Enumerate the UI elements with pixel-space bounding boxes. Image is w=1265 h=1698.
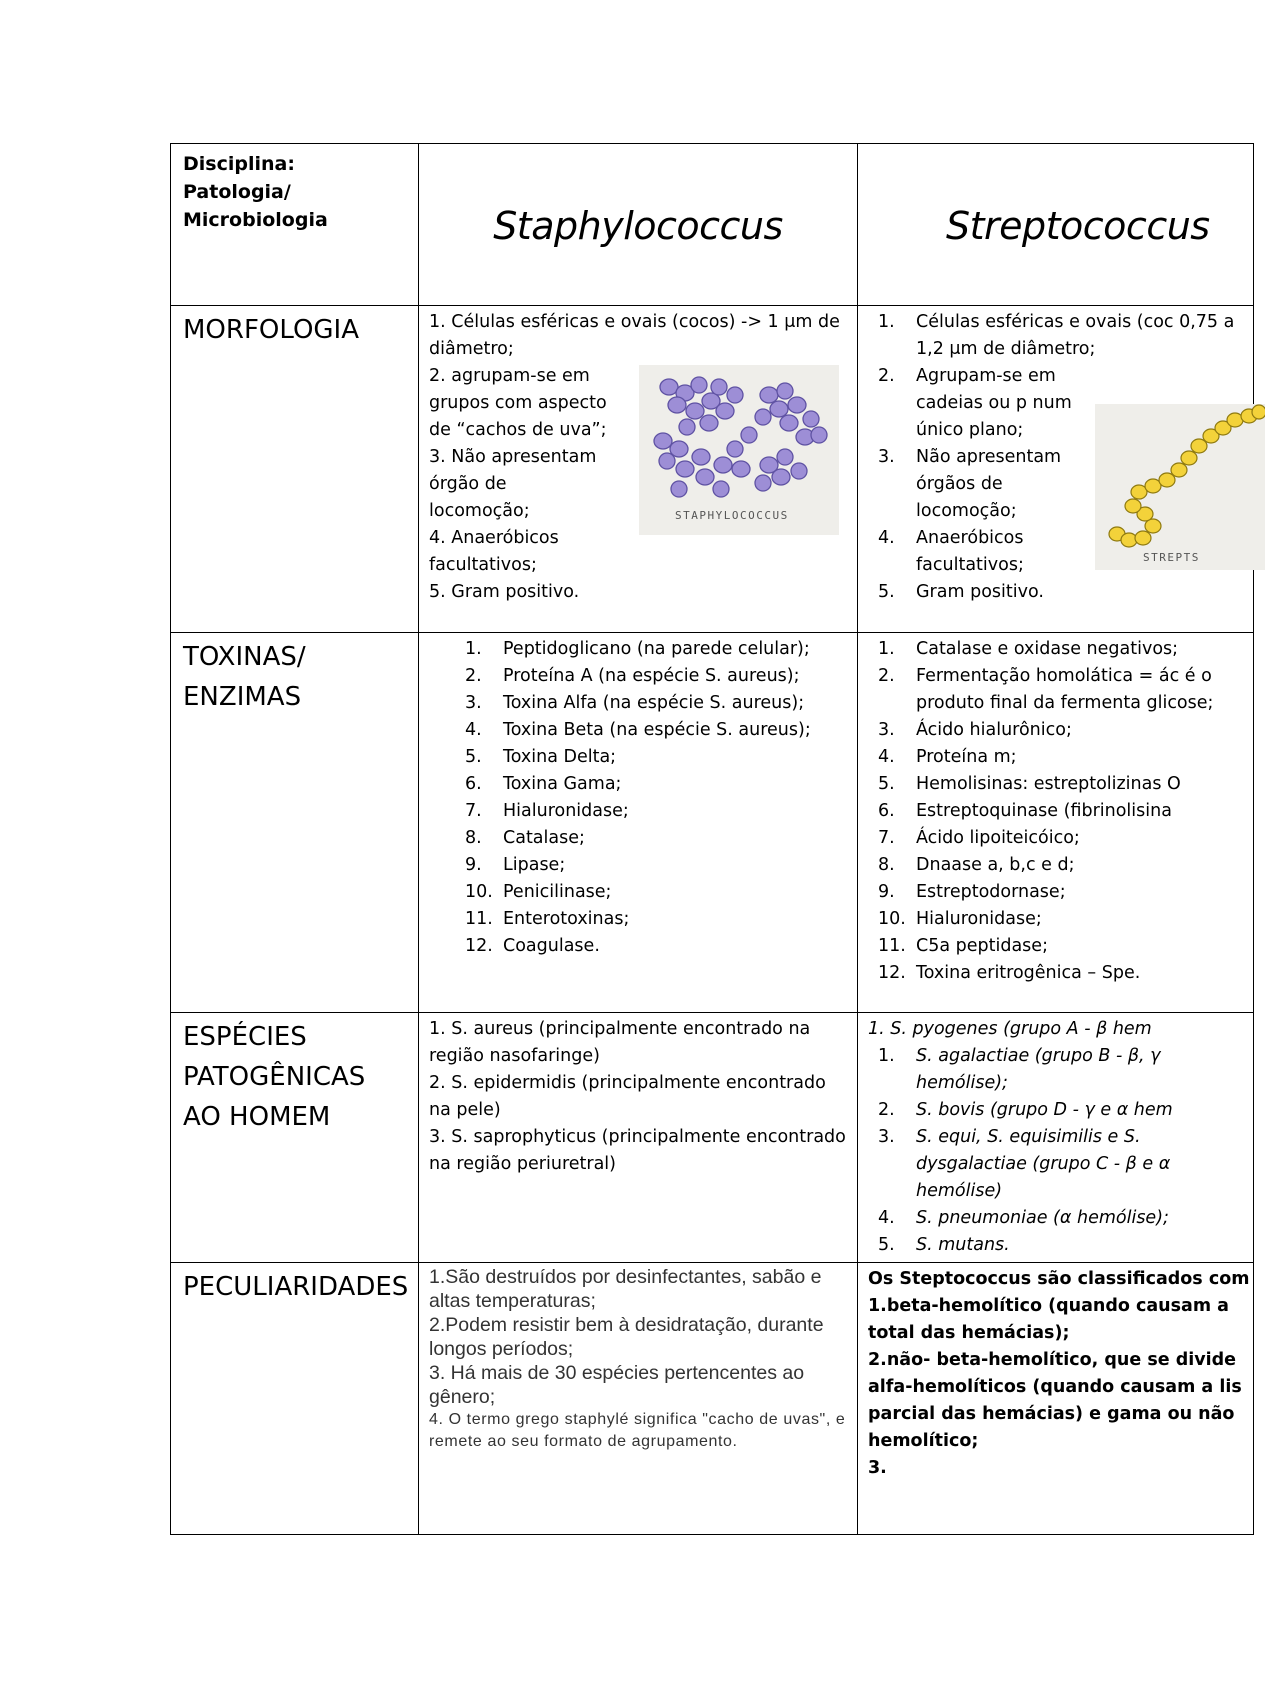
strep-morfologia-cell [858,306,1254,633]
cocci-chain-icon [1095,404,1265,570]
list-item: 10. Penicilinase; [465,882,612,902]
list-item: 10. Hialuronidase; [878,909,1042,929]
list-item: 9. Estreptodornase; [878,882,1066,902]
peculiarity-item: 1.São destruídos por desinfectantes, sabão e altas temperaturas; [429,1266,822,1312]
list-item: 1. Catalase e oxidase negativos; [878,639,1179,659]
species-item: 1. S. pyogenes (grupo A - β hem [868,1019,1152,1039]
list-item: 2. Proteína A (na espécie S. aureus); [465,666,800,686]
staph-morf-item: 4. Anaeróbicos facultativos; [429,528,559,575]
peculiarity-item: 2.Podem resistir bem à desidratação, durante longos períodos; [429,1314,824,1360]
list-item: 3. Ácido hialurônico; [878,720,1072,740]
list-item: 5. Hemolisinas: estreptolizinas O [878,774,1181,794]
list-item: 1. Células esféricas e ovais (coc 0,75 a 1,2 μm de diâmetro; [878,312,1235,359]
species-item: 1. S. aureus (principalmente encontrado na região nasofaringe) [429,1019,811,1066]
row-title: MORFOLOGIA [183,315,360,345]
peculiarity-item: 3. Há mais de 30 espécies pertencentes ao gênero; [429,1362,805,1408]
staph-morf-item: 2. agrupam-se em grupos com aspecto de “cachos de uva”; [429,366,607,440]
row-title: TOXINAS/ ENZIMAS [183,642,306,712]
staph-morf-item: 1. Células esféricas e ovais (cocos) -> 1 μm de diâmetro; [429,312,840,359]
peculiarity-line: Os Steptococcus são classificados com [868,1269,1250,1289]
staphylococcus-image-caption: STAPHYLOCOCCUS [675,509,789,522]
header-row [171,144,1254,306]
list-item: 3. S. equi, S. equisimilis e S. dysgalactiae (grupo C - β e α hemólise) [878,1127,1171,1201]
peculiarity-line: 1.beta-hemolítico (quando causam a [868,1296,1229,1316]
list-item: 8. Catalase; [465,828,585,848]
list-item: 7. Ácido lipoiteicóico; [878,828,1080,848]
list-item: 11. C5a peptidase; [878,936,1048,956]
row-title: PECULIARIDADES [183,1272,409,1302]
row-especies [171,1013,1254,1263]
list-item: 5. Toxina Delta; [465,747,617,767]
row-title-cell [171,306,419,633]
list-item: 9. Lipase; [465,855,566,875]
peculiarity-line: total das hemácias); [868,1323,1070,1343]
list-item: 1. S. agalactiae (grupo B - β, γ hemólise); [878,1046,1161,1093]
list-item: 6. Estreptoquinase (fibrinolisina [878,801,1172,821]
staph-morfologia-cell [419,306,858,633]
staphylococcus-illustration [639,365,839,535]
list-item: 5. S. mutans. [878,1235,1010,1255]
list-item: 2. Agrupam-se em cadeias ou p num único plano; [878,366,1072,440]
list-item: 11. Enterotoxinas; [465,909,630,929]
list-item: 4. Proteína m; [878,747,1017,767]
strep-species-list [868,1043,1243,1259]
list-item: 4. S. pneumoniae (α hemólise); [878,1208,1169,1228]
row-title-cell [171,1263,419,1535]
comparison-table [170,143,1254,1535]
strep-toxinas-list [868,636,1243,987]
list-item: 6. Toxina Gama; [465,774,622,794]
peculiarity-line: hemolítico; [868,1431,979,1451]
list-item: 12. Coagulase. [465,936,600,956]
list-item: 5. Gram positivo. [878,582,1044,602]
list-item: 4. Toxina Beta (na espécie S. aureus); [465,720,811,740]
genus-b-title: Streptococcus [946,204,1210,248]
list-item: 3. Não apresentam órgãos de locomoção; [878,447,1062,521]
streptococcus-illustration [1095,404,1265,570]
genus-a-title: Staphylococcus [493,204,783,248]
peculiarity-line: 3. [868,1458,887,1478]
peculiarity-line: alfa-hemolíticos (quando causam a lis [868,1377,1242,1397]
staph-peculiaridades-cell [419,1263,858,1535]
species-item: 3. S. saprophyticus (principalmente encontrado na região periuretral) [429,1127,846,1174]
staph-toxinas-cell [419,633,858,1013]
list-item: 8. Dnaase a, b,c e d; [878,855,1075,875]
list-item: 2. S. bovis (grupo D - γ e α hem [878,1100,1173,1120]
strep-especies-cell [858,1013,1254,1263]
strep-toxinas-cell [858,633,1254,1013]
peculiarity-item: 4. O termo grego staphylé significa "cacho de uvas", e remete ao seu formato de agrupamento. [429,1411,846,1450]
row-title-cell [171,633,419,1013]
row-title-cell [171,1013,419,1263]
streptococcus-image-caption: STREPTS [1143,551,1200,564]
genus-a-cell [419,144,858,306]
genus-b-cell [858,144,1254,306]
staph-morf-item: 3. Não apresentam órgão de locomoção; [429,447,597,521]
peculiarity-line: 2.não- beta-hemolítico, que se divide [868,1350,1237,1370]
row-toxinas [171,633,1254,1013]
peculiarity-line: parcial das hemácias) e gama ou não [868,1404,1235,1424]
staph-toxinas-list [455,636,847,960]
discipline-cell [171,144,419,306]
row-morfologia [171,306,1254,633]
list-item: 4. Anaeróbicos facultativos; [878,528,1024,575]
strep-peculiaridades-cell [858,1263,1254,1535]
staph-especies-cell [419,1013,858,1263]
row-peculiaridades [171,1263,1254,1535]
list-item: 12. Toxina eritrogênica – Spe. [878,963,1141,983]
species-item: 2. S. epidermidis (principalmente encontrado na pele) [429,1073,826,1120]
list-item: 7. Hialuronidase; [465,801,629,821]
row-title: ESPÉCIES PATOGÊNICAS AO HOMEM [183,1022,366,1132]
discipline-label: Disciplina: Patologia/ Microbiologia [183,153,328,231]
list-item: 1. Peptidoglicano (na parede celular); [465,639,810,659]
staph-morf-item: 5. Gram positivo. [429,582,580,602]
list-item: 2. Fermentação homolática = ác é o produto final da fermenta glicose; [878,666,1214,713]
list-item: 3. Toxina Alfa (na espécie S. aureus); [465,693,805,713]
